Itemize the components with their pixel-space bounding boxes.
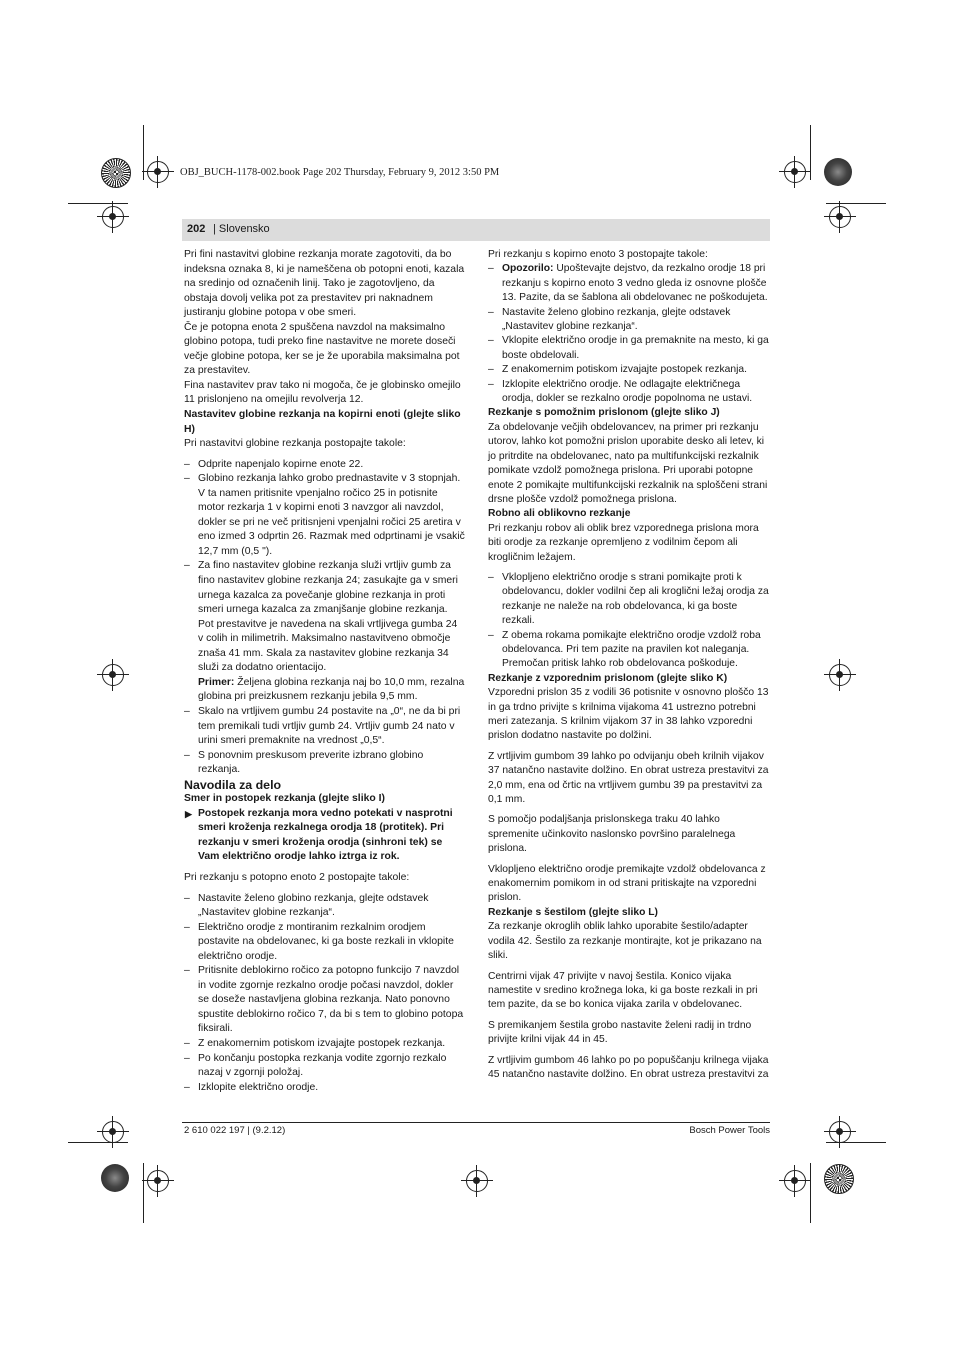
page-header-bar (182, 219, 770, 241)
list-item: – Z obema rokama pomikajte električno orodje vzdolž roba obdelovanca. Pri tem pazite na pravilen kot naleganja. Premočan pritisk lahko rob obdelovanca poškoduje. (488, 629, 761, 670)
registration-dot (836, 1128, 843, 1135)
triangle-bullet-icon: ▶ (185, 808, 192, 819)
registration-disc-icon (101, 1164, 129, 1192)
paragraph: Pri rezkanju s kopirno enoto 3 postopajte takole: (488, 249, 708, 260)
registration-disc-icon (824, 158, 852, 186)
print-header: OBJ_BUCH-1178-002.book Page 202 Thursday, February 9, 2012 3:50 PM (180, 167, 500, 178)
section-heading: Nastavitev globine rezkanja na kopirni enoti (glejte sliko H) (184, 409, 461, 435)
paragraph: Pri nastavitvi globine rezkanja postopajte takole: (184, 438, 406, 450)
example-label: Primer: (198, 676, 235, 688)
registration-dot (154, 168, 161, 175)
paragraph: S premikanjem šestila grobo nastavite želeni radij in trdno privijte krilni vijak 44 in 45. (488, 1019, 752, 1046)
list-item: – Pritisnite deblokirno ročico za potopno funkcijo 7 navzdol in vodite zgornje rezkalno orodje počasi navzdol, dokler se doseže nastavljena globina rezkanja. Nato ponovno spustite deblokirno ročico 7, da bi s tem to globino potopa fiksirali. (184, 965, 464, 1035)
crop-mark (810, 1163, 811, 1223)
list-item: – Vklopljeno električno orodje s strani pomikajte proti k obdelovancu, dokler vodilni čep ali kroglični ležaj orodja za rezkanje ne naleže na rob obdelovanca, ki ga boste rezkali. (488, 571, 769, 627)
registration-dot (791, 168, 798, 175)
registration-dot (154, 1177, 161, 1184)
list-item: – Po končanju postopka rezkanja vodite zgornjo rezkalo nazaj v zgornji položaj. (184, 1052, 447, 1079)
list-item: – Globino rezkanja lahko grobo prednastavite v 3 stopnjah. V ta namen pritisnite vpenjalno ročico 25 in potisnite motor rezkarja 1 v kopirni enoti 3 navzgor ali navzdol, dokler se pri ne več pritisnjeni vpenjalni ročici 25 aretira v eno izmed 3 odprtin 26. Razmak med odprtinami je vsakič 12,7 mm (0,5 "). (184, 473, 465, 557)
section-heading: Robno ali oblikovno rezkanje (488, 508, 631, 520)
list-item: – Vklopite električno orodje in ga premaknite na mesto, ki ga boste obdelovali. (488, 335, 769, 361)
paragraph: Pri fini nastavitvi globine rezkanja morate zagotoviti, da bo indeksna oznaka 8, ki je nameščena ob potopni enoti, kazala na sredinjo od označenih linij. Tako je zagotovljeno, da obstaja dovolj velika pot za prestavitev pri naknadnem justiranju globine potopa v obe smeri. (184, 249, 465, 319)
crop-mark (826, 203, 886, 204)
list-item: – Za fino nastavitev globine rezkanja služi vrtljiv gumb za fino nastavitev globine rezkanja 24; zasukajte ga v smeri urnega kazalca za povečanje globine rezkanja in proti smeri urnega kazalca za zmanjšanje globine rezkanja. Pot prestavitve je navedena na skali vrtljivega gumba 24 v colih in milimetrih. Maksimalno nastavitveno območje znaša 41 mm. Skala za nastavitev globine rezkanja 34 služi za dodatno orientacijo. (184, 560, 458, 674)
paragraph: Z vrtljivim gumbom 46 lahko po po popuščanju krilnega vijaka 45 natančno nastavite dolžino. En obrat ustreza prestavitvi za (488, 1054, 769, 1080)
footer-brand: Bosch Power Tools (689, 1125, 770, 1136)
list-item: – Nastavite želeno globino rezkanja, glejte odstavek „Nastavitev globine rezkanja“. (488, 306, 731, 333)
section-heading: Rezkanje s šestilom (glejte sliko L) (488, 906, 658, 918)
paragraph: S pomočjo podaljšanja prislonskega traku 40 lahko spremenite učinkovito naslonsko površino paralelnega prislona. (488, 814, 736, 855)
section-heading: Rezkanje s pomožnim prislonom (glejte sliko J) (488, 407, 720, 419)
paragraph: Vklopljeno električno orodje premikajte vzdolž obdelovanca z enakomernim pomikom in od strani pritiskajte na vzporedni prislon. (488, 863, 766, 904)
list-item: – Z enakomernim potiskom izvajajte postopek rezkanja. (184, 1037, 446, 1049)
paragraph: Vzporedni prislon 35 z vodili 36 potisnite v osnovno ploščo 13 in ga trdno privijte s krilnima vijakoma 41 ustrezno potrebni meri zatezanja. S krilnim vijakom 37 in 38 lahko vzporedni prislon dodatno nastavite po dolžini. (488, 687, 769, 742)
registration-dot (473, 1177, 480, 1184)
list-item: – S ponovnim preskusom preverite izbrano globino rezkanja. (184, 749, 424, 776)
paragraph: Pri rezkanju s potopno enoto 2 postopajte takole: (184, 871, 410, 883)
paragraph: Če je potopna enota 2 spuščena navzdol na maksimalno globino potopa, tudi preko fine nastavitve ne morete doseči večje globine potopa, ker se je že uporabila maksimalna pot za prestavitev. (184, 321, 460, 377)
example-note: Primer: Željena globina rezkanja naj bo 10,0 mm, rezalna globina pri preizkusnem rezkanju jebila 9,5 mm. (198, 676, 465, 703)
registration-dot (791, 1177, 798, 1184)
chapter-heading: Navodila za delo (184, 777, 282, 792)
footer-rule (182, 1122, 770, 1123)
left-column (184, 248, 465, 1095)
footer-doc-code: 2 610 022 197 | (9.2.12) (184, 1125, 286, 1136)
language-label: Slovensko (218, 223, 270, 235)
warning-note: ▶ Postopek rezkanja mora vedno potekati v nasprotni smeri kroženja rezkalnega orodja 18 (protitek). Pri rezkanju v smeri kroženja orodja (sinhroni tek) se Vam električno orodje lahko iztrga iz rok. (185, 807, 453, 863)
list-item: – Izklopite električno orodje. (184, 1081, 319, 1093)
paragraph: Fina nastavitev prav tako ni mogoča, če je globinsko omejilo 11 prislonjeno na omejilu revolverja 12. (184, 379, 461, 406)
registration-disc-icon (101, 158, 131, 188)
paragraph: Pri rezkanju robov ali oblik brez vzporednega prislona mora biti orodje za rezkanje opremljeno z vodilnim čepom ali krogličnim ležajem. (488, 522, 759, 563)
warning-label: Opozorilo: (502, 263, 554, 275)
registration-dot (836, 671, 843, 678)
paragraph: Za obdelovanje večjih obdelovancev, na primer pri rezkanju utorov, lahko kot pomožni prislon uporabite desko ali letev, ki jo pritrdite na obdelovanec, nato pa multifunkcijski rezkalnik pomikate vzdolž pomožnega prislona. Pri uporabi potopne enote 2 pomikajte multifunkcijski rezkalnik na sploščeni strani drsne plošče vzdolž pomožnega prislona. (488, 421, 768, 505)
crop-mark (68, 203, 128, 204)
list-item: – Nastavite želeno globino rezkanja, glejte odstavek „Nastavitev globine rezkanja“. (184, 892, 429, 919)
registration-disc-icon (824, 1164, 854, 1194)
paragraph: Z vrtljivim gumbom 39 lahko po odvijanju obeh krilnih vijakov 37 natančno nastavite dolžino. En obrat ustreza prestavitvi za 2,0 mm, ena od črtic na vrtljivem gumbu 39 pa prestavitvi za 0,1 mm. (488, 750, 769, 806)
list-item: – Z enakomernim potiskom izvajajte postopek rezkanja. (488, 364, 747, 376)
list-item: – Odprite napenjalo kopirne enote 22. (184, 458, 364, 470)
crop-mark (68, 1142, 128, 1143)
right-column (488, 248, 770, 1082)
registration-dot (109, 671, 116, 678)
page-language: | Slovensko (213, 223, 270, 235)
crop-mark (143, 1163, 144, 1223)
registration-dot (836, 213, 843, 220)
section-heading: Smer in postopek rezkanja (glejte sliko I) (184, 793, 385, 805)
registration-dot (109, 213, 116, 220)
page-number: 202 (187, 223, 206, 235)
list-item: – Električno orodje z montiranim rezkalnim orodjem postavite na obdelovanec, ki ga boste rezkali in vklopite električno orodje. (184, 921, 454, 962)
list-item: – Opozorilo: Upoštevajte dejstvo, da rezkalno orodje 18 pri rezkanju s kopirno enoto 3 vedno gleda iz osnovne plošče 13. Pazite, da se šablona ali obdelovanec ne poškodujeta. (488, 263, 768, 304)
list-item: – Skalo na vrtljivem gumbu 24 postavite na „0“, ne da bi pri tem premikali tudi vrtljiv gumb 24. Vrtljiv gumb 24 nato v urini smeri premaknite na vrednost „0,5“. (184, 705, 461, 747)
list-item: – Izklopite električno orodje. Ne odlagajte električnega orodja, dokler se rezkalno orodje popolnoma ne ustavi. (488, 378, 753, 405)
section-heading: Rezkanje z vzporednim prislonom (glejte sliko K) (488, 672, 728, 684)
paragraph: Za rezkanje okroglih oblik lahko uporabite šestilo/adapter vodila 42. Šestilo za rezkanje montirajte, kot je prikazano na sliki. (488, 921, 762, 962)
paragraph: Centrirni vijak 47 privijte v navoj šestila. Konico vijaka namestite v sredino krožnega loka, ki ga boste rezkali in pri tem pazite, da se bo konica vijaka zarila v obdelovanec. (488, 970, 758, 1011)
registration-dot (109, 1128, 116, 1135)
